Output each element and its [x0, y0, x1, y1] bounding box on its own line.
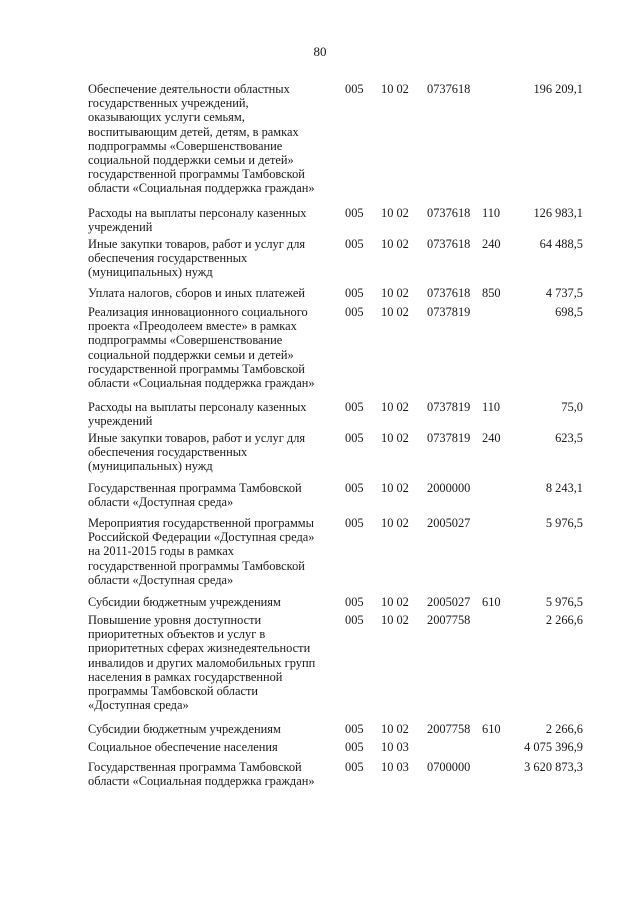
row-name-line: государственной программы Тамбовской — [88, 361, 305, 376]
row-name — [88, 305, 332, 390]
row-name-line: Мероприятия государственной программы — [88, 516, 314, 530]
amount: 196 209,1 — [533, 82, 583, 96]
section-code: 10 02 — [381, 431, 409, 445]
amount: 8 243,1 — [545, 481, 583, 495]
row-name-line: Российской Федерации «Доступная среда» — [88, 530, 315, 545]
row-name-line: (муниципальных) нужд — [88, 265, 213, 280]
section-code: 10 02 — [381, 400, 409, 414]
ministry-code: 005 — [345, 760, 364, 774]
section-code: 10 02 — [381, 237, 409, 251]
row-name-line: области «Доступная среда» — [88, 495, 234, 510]
row-name — [88, 431, 332, 474]
row-name-line: воспитывающим детей, детям, в рамках — [88, 124, 299, 139]
row-name-line: государственной программы Тамбовской — [88, 167, 305, 182]
row-name — [88, 400, 332, 428]
row-name — [88, 481, 332, 509]
amount: 623,5 — [555, 431, 583, 445]
amount: 2 266,6 — [545, 722, 583, 736]
target-code: 2005027 — [427, 595, 471, 609]
row-name-line: инвалидов и других маломобильных групп — [88, 655, 316, 670]
section-code: 10 02 — [381, 722, 409, 736]
expense-code: 240 — [482, 431, 501, 445]
row-name-line: области «Социальная поддержка граждан» — [88, 376, 315, 391]
ministry-code: 005 — [345, 286, 364, 300]
expense-code: 610 — [482, 722, 501, 736]
amount: 4 075 396,9 — [524, 740, 583, 754]
row-name-line: Субсидии бюджетным учреждениям — [88, 595, 281, 609]
ministry-code: 005 — [345, 400, 364, 414]
row-name-line: государственных учреждений, — [88, 96, 249, 111]
ministry-code: 005 — [345, 237, 364, 251]
row-name-line: Социальное обеспечение населения — [88, 740, 278, 754]
row-name-line: подпрограммы «Совершенствование — [88, 138, 283, 153]
row-name-line: области «Социальная поддержка граждан» — [88, 774, 315, 789]
ministry-code: 005 — [345, 82, 364, 96]
row-name — [88, 595, 332, 609]
target-code: 0737819 — [427, 400, 471, 414]
row-name-line: программы Тамбовской области — [88, 684, 259, 699]
row-name-line: приоритетных объектов и услуг в — [88, 627, 266, 642]
row-name — [88, 286, 332, 300]
target-code: 0737819 — [427, 431, 471, 445]
ministry-code: 005 — [345, 740, 364, 754]
amount: 3 620 873,3 — [524, 760, 583, 774]
amount: 5 976,5 — [545, 516, 583, 530]
row-name-line: проекта «Преодолеем вместе» в рамках — [88, 319, 297, 334]
amount: 75,0 — [561, 400, 583, 414]
expense-code: 110 — [482, 206, 501, 220]
target-code: 2007758 — [427, 722, 471, 736]
ministry-code: 005 — [345, 595, 364, 609]
amount: 2 266,6 — [545, 613, 583, 627]
target-code: 0700000 — [427, 760, 471, 774]
amount: 698,5 — [555, 305, 583, 319]
section-code: 10 02 — [381, 82, 409, 96]
ministry-code: 005 — [345, 206, 364, 220]
ministry-code: 005 — [345, 481, 364, 495]
row-name — [88, 722, 332, 736]
ministry-code: 005 — [345, 516, 364, 530]
row-name-line: «Доступная среда» — [88, 698, 189, 713]
row-name — [88, 613, 332, 712]
ministry-code: 005 — [345, 722, 364, 736]
row-name — [88, 516, 332, 587]
section-code: 10 02 — [381, 595, 409, 609]
section-code: 10 02 — [381, 516, 409, 530]
row-name-line: Иные закупки товаров, работ и услуг для — [88, 431, 306, 445]
row-name-line: области «Доступная среда» — [88, 572, 234, 587]
row-name-line: приоритетных сферах жизнедеятельности — [88, 641, 311, 656]
target-code: 0737618 — [427, 206, 471, 220]
row-name — [88, 206, 332, 234]
row-name-line: обеспечения государственных — [88, 445, 248, 460]
row-name-line: области «Социальная поддержка граждан» — [88, 181, 315, 196]
section-code: 10 03 — [381, 760, 409, 774]
row-name — [88, 237, 332, 280]
ministry-code: 005 — [345, 613, 364, 627]
row-name-line: Государственная программа Тамбовской — [88, 760, 302, 774]
amount: 4 737,5 — [545, 286, 583, 300]
section-code: 10 02 — [381, 481, 409, 495]
expense-code: 240 — [482, 237, 501, 251]
expense-code: 850 — [482, 286, 501, 300]
section-code: 10 02 — [381, 206, 409, 220]
row-name — [88, 740, 332, 754]
expense-code: 610 — [482, 595, 501, 609]
section-code: 10 02 — [381, 613, 409, 627]
row-name-line: государственной программы Тамбовской — [88, 558, 305, 573]
row-name-line: Повышение уровня доступности — [88, 613, 262, 627]
row-name-line: Иные закупки товаров, работ и услуг для — [88, 237, 306, 251]
row-name — [88, 760, 332, 788]
row-name-line: населения в рамках государственной — [88, 669, 283, 684]
section-code: 10 02 — [381, 305, 409, 319]
section-code: 10 03 — [381, 740, 409, 754]
row-name-line: Обеспечение деятельности областных — [88, 82, 290, 96]
row-name-line: Уплата налогов, сборов и иных платежей — [88, 286, 306, 300]
row-name-line: (муниципальных) нужд — [88, 459, 213, 474]
target-code: 2000000 — [427, 481, 471, 495]
ministry-code: 005 — [345, 305, 364, 319]
row-name-line: подпрограммы «Совершенствование — [88, 333, 283, 348]
row-name-line: оказывающих услуги семьям, — [88, 110, 245, 125]
page-number: 80 — [313, 44, 327, 59]
row-name — [88, 82, 332, 196]
row-name-line: социальной поддержки семьи и детей» — [88, 347, 294, 362]
row-name-line: социальной поддержки семьи и детей» — [88, 153, 294, 168]
row-name-line: Расходы на выплаты персоналу казенных — [88, 206, 307, 220]
target-code: 2005027 — [427, 516, 471, 530]
row-name-line: на 2011-2015 годы в рамках — [88, 544, 234, 559]
target-code: 0737618 — [427, 237, 471, 251]
row-name-line: учреждений — [88, 414, 153, 429]
amount: 126 983,1 — [533, 206, 583, 220]
amount: 64 488,5 — [539, 237, 583, 251]
row-name-line: Субсидии бюджетным учреждениям — [88, 722, 281, 736]
row-name-line: Реализация инновационного социального — [88, 305, 308, 319]
expense-code: 110 — [482, 400, 501, 414]
row-name-line: учреждений — [88, 220, 153, 235]
amount: 5 976,5 — [545, 595, 583, 609]
target-code: 0737819 — [427, 305, 471, 319]
target-code: 0737618 — [427, 286, 471, 300]
row-name-line: Государственная программа Тамбовской — [88, 481, 302, 495]
row-name-line: обеспечения государственных — [88, 251, 248, 266]
target-code: 2007758 — [427, 613, 471, 627]
section-code: 10 02 — [381, 286, 409, 300]
row-name-line: Расходы на выплаты персоналу казенных — [88, 400, 307, 414]
ministry-code: 005 — [345, 431, 364, 445]
target-code: 0737618 — [427, 82, 471, 96]
